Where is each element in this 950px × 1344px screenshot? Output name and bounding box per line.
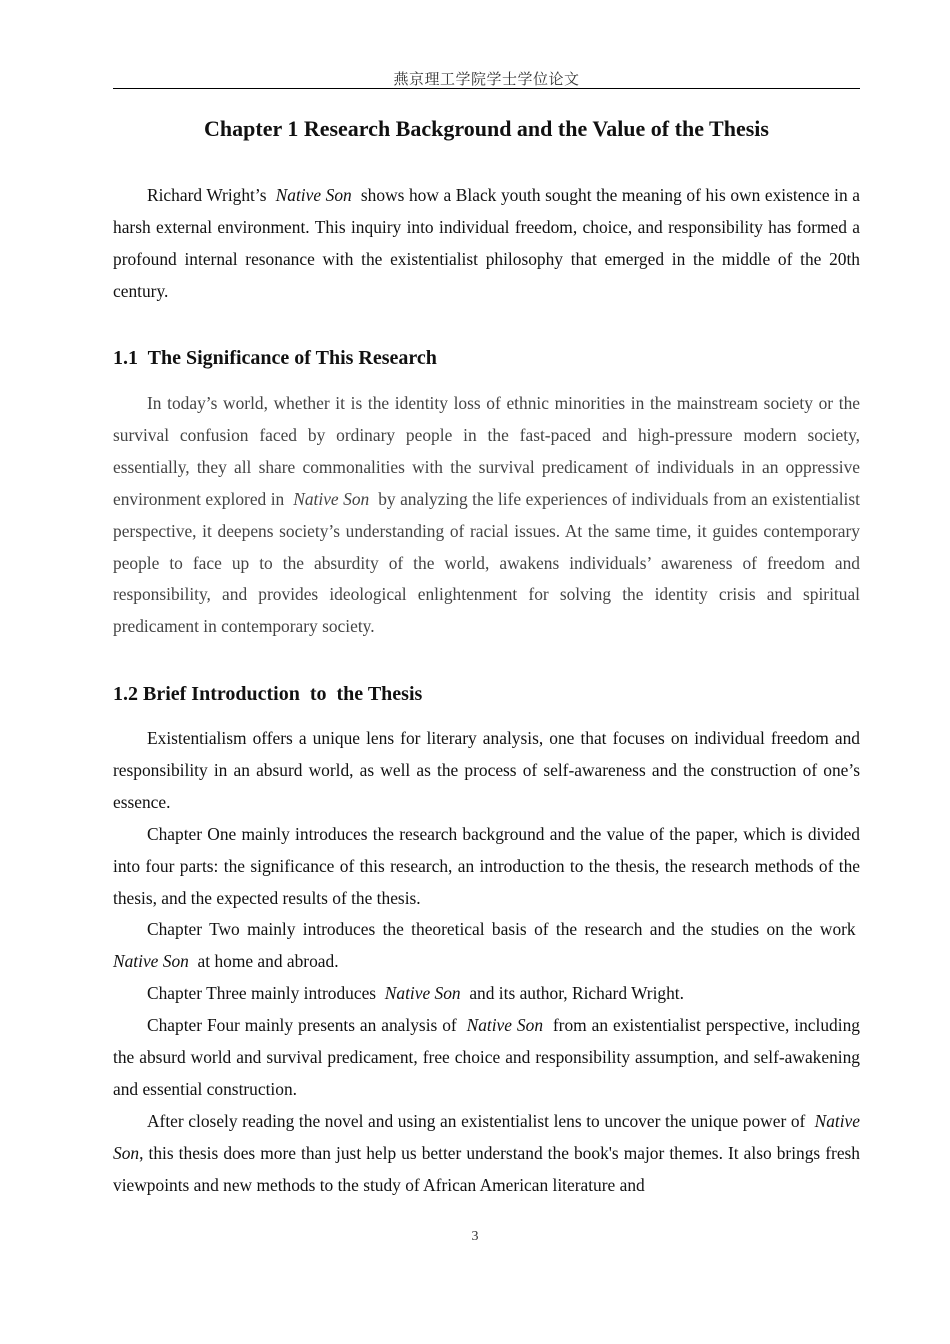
text-run: at home and abroad. [197, 951, 339, 972]
text-run: Richard Wright’s [147, 185, 267, 205]
book-title: Native Son [113, 1110, 860, 1163]
book-title: Native Son [384, 983, 461, 1004]
paragraph: Existentialism offers a unique lens for literary analysis, one that focuses on individual freedom and responsibility in an absurd world, as well as the process of self-awareness and the construction of one’s essence. [113, 728, 860, 812]
book-title: Native Son [293, 488, 370, 509]
paragraph [113, 914, 860, 978]
text-run: by analyzing the life experiences of individuals from an existentialist perspective, it deepens society’s understanding of racial issues. At the same time, it guides contemporary people to face up to the absurdity of the world, awakens individuals’ awareness of freedom and responsibility, and provides ideological enlightenment for solving the identity crisis and spiritual predicament in contemporary society. [113, 488, 860, 637]
book-title: Native Son [275, 185, 352, 205]
header-rule [113, 88, 860, 89]
section-1-2-body [113, 723, 860, 1202]
text-run: shows how a Black youth sought the meaning of his own existence in a harsh external environment. This inquiry into individual freedom, choice, and responsibility has formed a profound internal resonance with the existentialist philosophy that emerged in the middle of the 20th century. [113, 185, 860, 301]
intro-paragraph [113, 180, 860, 308]
book-title: Native Son [466, 1015, 544, 1036]
text-run: In today’s world, whether it is the identity loss of ethnic minorities in the mainstream society or the survival confusion faced by ordinary people in the fast-paced and high-pressure modern society, essentially, they all share commonalities with the survival predicament of individuals in an oppressive environment explored in [113, 393, 860, 509]
chapter-title: Chapter 1 Research Background and the Value of the Thesis [204, 116, 769, 141]
text-run: Chapter Two mainly introduces the theoretical basis of the research and the studies on the work [147, 919, 856, 940]
text-run: , this thesis does more than just help us better understand the book's major themes. It also brings fresh viewpoints and new methods to the study of African American literature and [113, 1142, 860, 1195]
intro-block [113, 180, 860, 308]
text-run: Chapter Three mainly introduces [147, 983, 377, 1004]
text-run: After closely reading the novel and using an existentialist lens to uncover the unique power of [147, 1110, 806, 1131]
text-run: from an existentialist perspective, including the absurd world and survival predicament, free choice and responsibility assumption, and self-awakening and essential construction. [113, 1015, 860, 1099]
section-heading-1-1: 1.1 The Significance of This Research [113, 347, 437, 369]
text-run: Chapter Four mainly presents an analysis of [147, 1015, 457, 1036]
paragraph [113, 1010, 860, 1106]
paragraph [113, 388, 860, 643]
paragraph [113, 1106, 860, 1202]
paragraph: Chapter One mainly introduces the research background and the value of the paper, which is divided into four parts: the significance of this research, an introduction to the thesis, the research methods of the thesis, and the expected results of the thesis. [113, 823, 860, 908]
text-run: and its author, Richard Wright. [469, 983, 684, 1004]
page-number: 3 [471, 1229, 479, 1244]
page-header: 燕京理工学院学士学位论文 [393, 72, 580, 88]
book-title: Native Son [113, 951, 189, 972]
section-1-1-body [113, 388, 860, 643]
section-heading-1-2: 1.2 Brief Introduction to the Thesis [113, 683, 423, 705]
paragraph [113, 978, 860, 1010]
